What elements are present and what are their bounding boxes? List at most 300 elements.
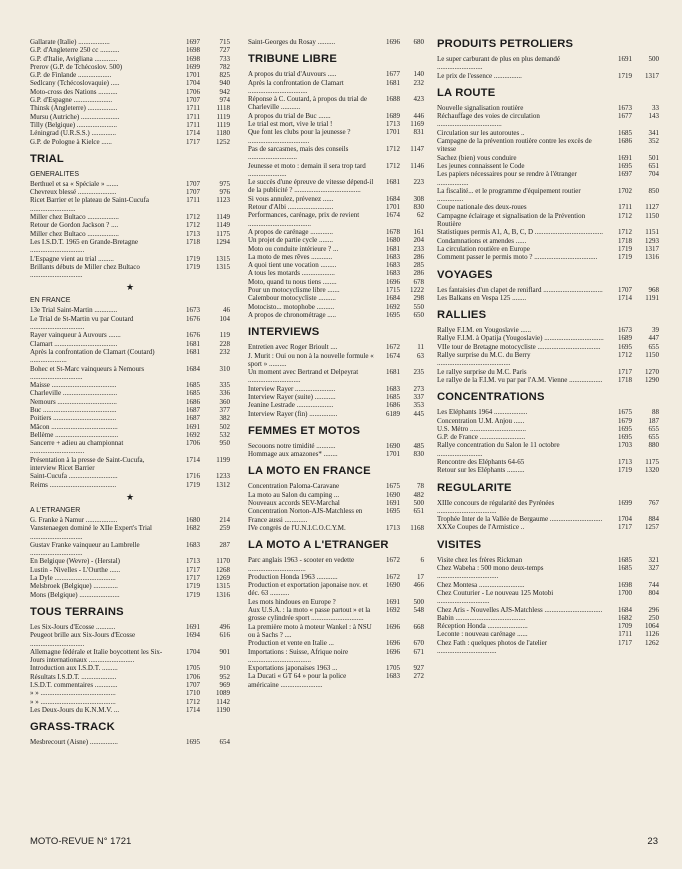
entry-title: Campagne éclairage et signalisation de la Prévention Routière [437, 211, 586, 229]
issue-number: 1701 [386, 203, 400, 212]
index-entry [437, 237, 659, 245]
entry-title: Condamnations et amendes ...... [437, 236, 527, 245]
entry-title: Babin ........................................ [437, 613, 526, 622]
issue-number: 1686 [618, 137, 632, 146]
page-ref: 161 [413, 227, 424, 236]
page-ref: 1150 [645, 211, 659, 220]
issue-number: 1701 [386, 450, 400, 459]
issue-number: 1683 [186, 540, 200, 549]
entry-title: Interview Rayer (suite) ............ [248, 392, 336, 401]
page-ref: 1127 [645, 203, 659, 212]
issue-number: 1684 [386, 194, 400, 203]
entry-title: La circulation routière en Europe [437, 244, 530, 253]
issue-number: 1680 [186, 515, 200, 524]
index-entry [248, 203, 424, 211]
page-ref: 1170 [216, 557, 230, 566]
issue-number: 1685 [186, 381, 200, 390]
page-ref: 228 [219, 339, 230, 348]
index-entry [437, 286, 659, 294]
entry-title: Réponse à C. Coutard, à propos du trial de Charleville ........... [248, 95, 367, 112]
page-ref: 733 [219, 54, 230, 63]
index-entry [30, 331, 230, 339]
issue-number: 1698 [618, 580, 632, 589]
page-ref: 445 [413, 409, 424, 418]
page-ref: 655 [648, 342, 659, 351]
entry-title: Léningrad (U.R.S.S.) .............. [30, 129, 116, 138]
page-ref: 671 [413, 647, 424, 656]
index-entry [248, 261, 424, 269]
page-ref: 727 [219, 46, 230, 55]
index-entry [30, 381, 230, 389]
index-entry [437, 55, 659, 72]
issue-number: 1717 [186, 574, 200, 583]
entry-title: Présentation à la presse de Saint-Cucufa, interview Ricet Barrier [30, 455, 145, 473]
entry-title: Si vous annulez, prévenez ...... [248, 194, 334, 203]
page-ref: 884 [648, 515, 659, 524]
page-ref: 1315 [216, 262, 230, 271]
entry-title: Les papiers nécessaires pour se rendre à l'étranger .................. [437, 170, 577, 187]
index-entry [30, 230, 230, 238]
index-entry [248, 278, 424, 286]
issue-number: 1719 [618, 466, 632, 475]
index-entry [248, 79, 424, 96]
issue-number: 1683 [386, 269, 400, 278]
page-ref: 33 [652, 103, 659, 112]
entry-title: Production Honda 1963 ............ [248, 572, 338, 581]
page-ref: 308 [413, 194, 424, 203]
issue-number: 1683 [386, 261, 400, 270]
issue-number: 1695 [618, 424, 632, 433]
index-entry [437, 334, 659, 342]
page-ref: 187 [648, 416, 659, 425]
entry-title: Chez Couturier - Le nouveau 125 Motobi .............................. [437, 588, 554, 606]
index-entry [248, 211, 424, 228]
index-column-right [437, 38, 659, 655]
entry-title: La Ducati « GT 64 » pour la police américaine ........................ [248, 672, 347, 689]
page-ref: 482 [413, 490, 424, 499]
issue-number: 1684 [386, 294, 400, 303]
page-ref: 1199 [216, 455, 230, 464]
page-ref: 1190 [216, 705, 230, 714]
issue-number: 1719 [186, 254, 200, 263]
entry-title: Peugeot brille aux Six-Jours d'Ecosse ............................... [30, 631, 136, 648]
issue-number: 1712 [618, 228, 632, 237]
index-entry [437, 515, 659, 523]
index-entry [30, 481, 230, 489]
page-ref: 321 [648, 555, 659, 564]
entry-title: Rallye F.I.M. à Opatija (Yougoslavie) .................................. [437, 334, 604, 343]
issue-number: 1695 [186, 738, 200, 747]
index-entry [30, 38, 230, 46]
index-entry [437, 556, 659, 564]
index-entry [30, 340, 230, 348]
index-column-left [30, 38, 230, 746]
index-entry [437, 589, 659, 606]
entry-title: Jeanine Lestrade ..................... [248, 401, 334, 410]
index-entry [248, 368, 424, 385]
issue-number: 1700 [618, 588, 632, 597]
index-entry [30, 414, 230, 422]
issue-number: 1719 [618, 253, 632, 262]
page-ref: 1252 [216, 137, 230, 146]
entry-title: Interview Rayer (fin) ................ [248, 409, 338, 418]
index-entry [30, 238, 230, 255]
entry-title: Le Trial de St-Martin vu par Coutard ............................... [30, 314, 134, 332]
index-entry [248, 236, 424, 244]
index-entry [437, 408, 659, 416]
page-ref: 1064 [645, 622, 659, 631]
index-entry [437, 564, 659, 581]
index-entry [30, 129, 230, 137]
section-heading: CONCENTRATIONS [437, 391, 545, 404]
entry-title: Gustav Franke vainqueur au Lambrelle .............................. [30, 540, 140, 558]
page-ref: 830 [413, 450, 424, 459]
page-ref: 1175 [645, 457, 659, 466]
page-ref: 782 [219, 62, 230, 71]
page-ref: 831 [413, 128, 424, 137]
issue-number: 1672 [386, 572, 400, 581]
page-ref: 500 [413, 499, 424, 508]
index-entry [248, 606, 424, 623]
index-entry [30, 591, 230, 599]
entry-title: La première moto à moteur Wankel : à NSU ou à Sachs ? .... [248, 622, 372, 639]
entry-title: Rayer vainqueur à Auvours ....... [30, 331, 121, 340]
entry-title: Concentration Paloma-Caravane [248, 482, 340, 491]
index-entry [248, 450, 424, 458]
page-ref: 942 [219, 87, 230, 96]
index-entry [30, 263, 230, 280]
page-ref: 940 [219, 79, 230, 88]
page-ref: 496 [219, 622, 230, 631]
page-ref: 223 [413, 178, 424, 187]
entry-title: Motocisto... motophobe .......... [248, 302, 335, 311]
entry-title: Prerov (G.P. de Tchécoslov. 500) [30, 62, 123, 71]
issue-number: 1675 [618, 408, 632, 417]
page-ref: 1175 [216, 229, 230, 238]
issue-number: 1681 [386, 78, 400, 87]
issue-number: 1681 [386, 178, 400, 187]
issue-number: 1685 [386, 392, 400, 401]
index-entry [30, 88, 230, 96]
index-entry [437, 417, 659, 425]
index-entry [30, 631, 230, 648]
entry-title: Production et exportation japonaise nov. et déc. 63 ........... [248, 581, 368, 598]
index-entry [248, 556, 424, 573]
issue-number: 1686 [386, 401, 400, 410]
issue-number: 1695 [386, 310, 400, 319]
entry-title: Le succès d'une épreuve de vitesse dépend-il de la publicité ? ...................................... [248, 178, 374, 195]
page-ref: 11 [417, 343, 424, 352]
page-ref: 104 [219, 314, 230, 323]
entry-title: Nouveaux accords SEV-Marchal [248, 499, 340, 508]
issue-number: 1691 [386, 597, 400, 606]
page-ref: 655 [648, 433, 659, 442]
page-ref: 360 [219, 397, 230, 406]
page-ref: 655 [648, 424, 659, 433]
issue-number: 1689 [618, 334, 632, 343]
index-entry [437, 112, 659, 129]
page-ref: 804 [648, 588, 659, 597]
page-ref: 1123 [216, 196, 230, 205]
page-ref: 298 [413, 294, 424, 303]
index-entry [30, 524, 230, 541]
index-entry [437, 433, 659, 441]
entry-title: Le trial est mort, vive le trial ! [248, 120, 333, 129]
section-heading: TOUS TERRAINS [30, 605, 124, 618]
issue-number: 1691 [186, 422, 200, 431]
entry-title: Moto-cross des Nations ........... [30, 87, 118, 96]
entry-title: G.P. de Finlande ................... [30, 71, 112, 80]
issue-number: 1696 [386, 647, 400, 656]
index-entry [30, 180, 230, 188]
index-entry [437, 129, 659, 137]
page-ref: 704 [648, 170, 659, 179]
page-ref: 1142 [216, 697, 230, 706]
issue-number: 1717 [618, 367, 632, 376]
issue-number: 1681 [186, 339, 200, 348]
page-ref: 1312 [216, 480, 230, 489]
issue-number: 1706 [186, 439, 200, 448]
index-entry [437, 154, 659, 162]
issue-number: 1719 [186, 582, 200, 591]
page-ref: 352 [648, 137, 659, 146]
issue-number: 1705 [186, 664, 200, 673]
index-entry [248, 245, 424, 253]
entry-title: Sedlcany (Tchécoslovaquie) ..... [30, 79, 120, 88]
index-entry [30, 456, 230, 473]
index-entry [437, 376, 659, 384]
entry-title: Sancerre + adieu au championnat ............................... [30, 439, 124, 456]
page-ref: 232 [413, 78, 424, 87]
page-ref: 1269 [216, 574, 230, 583]
page-ref: 259 [219, 524, 230, 533]
issue-number: 1712 [186, 213, 200, 222]
entry-title: A propos de chronométrage ..... [248, 310, 337, 319]
index-entry [437, 499, 659, 516]
entry-title: Après la confrontation de Clamart (Coutard) ..................... [30, 347, 155, 365]
issue-number: 1710 [186, 689, 200, 698]
page-ref: 975 [219, 179, 230, 188]
entry-title: Reims ...................................... [30, 480, 117, 489]
issue-number: 1713 [386, 523, 400, 532]
entry-title: Hommage aux amazones* ........ [248, 450, 338, 459]
issue-number: 1692 [386, 302, 400, 311]
issue-number: 1709 [618, 622, 632, 631]
entry-title: La moto au Salon du camping ... [248, 490, 340, 499]
issue-number: 1690 [386, 490, 400, 499]
index-entry [30, 79, 230, 87]
issue-number: 1678 [386, 227, 400, 236]
section-heading: LA ROUTE [437, 86, 496, 99]
issue-number: 1712 [386, 161, 400, 170]
page-ref: 233 [413, 244, 424, 253]
page-ref: 446 [413, 111, 424, 120]
entry-title: Les Deux-Jours du K.N.M.V. ... [30, 705, 120, 714]
issue-number: 1712 [618, 351, 632, 360]
entry-title: Aux U.S.A. : la moto « passe partout » et la grosse cylindrée sport .............................. [248, 606, 371, 623]
entry-title: Parc anglais 1963 - scooter en vedette ................................. [248, 556, 355, 573]
page-ref: 232 [219, 347, 230, 356]
issue-number: 1701 [186, 71, 200, 80]
entry-title: Réception Honda ....................... [437, 622, 528, 631]
page-ref: 927 [413, 664, 424, 673]
entry-title: Maisse ..................................... [30, 381, 117, 390]
index-entry [248, 623, 424, 640]
entry-title: VIIe tour de Bretagne motocycliste .................................... [437, 342, 601, 351]
entry-title: Trophée Inter de la Vallée de Bergaume .............................. [437, 515, 603, 524]
issue-number: 1707 [186, 188, 200, 197]
index-entry [248, 598, 424, 606]
page-ref: 287 [219, 540, 230, 549]
page-ref: 6 [420, 556, 424, 565]
issue-number: 1685 [618, 555, 632, 564]
section-heading: REGULARITE [437, 481, 512, 494]
index-entry [437, 294, 659, 302]
index-entry [437, 326, 659, 334]
index-entry [30, 138, 230, 146]
index-entry [30, 738, 230, 746]
index-entry [437, 245, 659, 253]
entry-title: Production et vente en Italie ... [248, 639, 334, 648]
issue-number: 1719 [186, 590, 200, 599]
issue-number: 1692 [386, 606, 400, 615]
page-ref: 550 [413, 302, 424, 311]
entry-title: Retour de Gordon Jackson ? .... [30, 221, 119, 230]
entry-title: » » ........................................... [30, 689, 116, 698]
issue-number: 1674 [386, 211, 400, 220]
issue-number: 1696 [386, 639, 400, 648]
index-entry [248, 664, 424, 672]
page-ref: 910 [219, 664, 230, 673]
issue-number: 1696 [386, 622, 400, 631]
page-ref: 974 [219, 96, 230, 105]
entry-title: L'Espagne vient au trial ......... [30, 254, 114, 263]
page-ref: 447 [648, 334, 659, 343]
issue-number: 1695 [386, 507, 400, 516]
page-ref: 1257 [645, 523, 659, 532]
page-ref: 382 [219, 414, 230, 423]
issue-number: 1712 [186, 697, 200, 706]
entry-title: Réchauffage des voies de circulation ..................................... [437, 112, 540, 129]
index-entry [30, 63, 230, 71]
index-entry [30, 121, 230, 129]
issue-number: 1695 [618, 161, 632, 170]
page-ref: 850 [648, 186, 659, 195]
page-ref: 485 [413, 441, 424, 450]
issue-number: 1719 [618, 71, 632, 80]
issue-number: 1682 [186, 524, 200, 533]
index-entry [30, 648, 230, 665]
issue-number: 1704 [186, 647, 200, 656]
issue-number: 1702 [618, 186, 632, 195]
index-entry [437, 441, 659, 458]
index-entry [30, 681, 230, 689]
index-entry [30, 541, 230, 558]
issue-number: 1690 [386, 441, 400, 450]
issue-number: 1694 [186, 631, 200, 640]
index-entry [30, 213, 230, 221]
issue-number: 1707 [186, 681, 200, 689]
entry-title: A propos de carénage ............. [248, 227, 333, 236]
page-ref: 654 [219, 738, 230, 747]
page-ref: 88 [652, 408, 659, 417]
page-ref: 1089 [216, 689, 230, 698]
entry-title: G.P. d'Angleterre 250 cc ........... [30, 46, 120, 55]
index-entry [248, 70, 424, 78]
page-ref: 1316 [216, 590, 230, 599]
entry-title: Statistiques permis A1, A, B, C, D ....................................... [437, 228, 604, 237]
index-entry [30, 96, 230, 104]
page-ref: 1168 [410, 523, 424, 532]
page-ref: 1233 [216, 472, 230, 481]
index-entry [437, 104, 659, 112]
issue-number: 1714 [186, 705, 200, 714]
index-entry [437, 425, 659, 433]
page-ref: 1290 [645, 375, 659, 384]
issue-number: 1699 [186, 62, 200, 71]
page-ref: 1147 [410, 144, 424, 153]
entry-title: Que font les clubs pour la jeunesse ? ................................... [248, 128, 351, 145]
issue-number: 1697 [618, 170, 632, 179]
issue-number: 1677 [618, 112, 632, 121]
issue-number: 1696 [386, 38, 400, 46]
issue-number: 1718 [618, 236, 632, 245]
issue-number: 1711 [186, 112, 200, 121]
entry-title: Un projet de partie cycle ........ [248, 236, 333, 245]
issue-number: 1713 [186, 557, 200, 566]
index-entry [30, 406, 230, 414]
section-heading: VOYAGES [437, 268, 493, 281]
entry-title: Rallye concentration du Salon le 11 octobre .......................... [437, 441, 560, 458]
page-ref: 1317 [645, 71, 659, 80]
page-ref: 1268 [216, 565, 230, 574]
index-entry [30, 689, 230, 697]
issue-number: 1711 [186, 120, 200, 129]
page-ref: 423 [413, 95, 424, 104]
index-entry [437, 614, 659, 622]
issue-number: 1718 [186, 237, 200, 246]
entry-title: Thinsk (Angleterre) ................. [30, 104, 118, 113]
index-entry [248, 294, 424, 302]
index-entry [248, 38, 424, 46]
issue-number: 1683 [386, 384, 400, 393]
entry-title: Campagne de la prévention routière contre les excès de vitesse [437, 137, 592, 154]
issue-number: 1719 [186, 480, 200, 489]
page-ref: 1262 [645, 638, 659, 647]
entry-title: Moto, quand tu nous tiens ........ [248, 277, 337, 286]
issue-number: 1717 [618, 638, 632, 647]
entry-title: En Belgique (Wevre) - (Herstal) [30, 557, 121, 566]
index-entry [248, 524, 424, 532]
issue-number: 1704 [618, 515, 632, 524]
page-ref: 1316 [645, 253, 659, 262]
page-ref: 78 [417, 482, 424, 491]
entry-title: Les Six-Jours d'Ecosse ........... [30, 622, 116, 631]
page-ref: 250 [648, 613, 659, 622]
issue-number: 1684 [186, 364, 200, 373]
issue-number: 1681 [386, 244, 400, 253]
entry-title: A propos du trial d'Auvours ..... [248, 70, 337, 79]
index-entry [30, 516, 230, 524]
page-ref: 1146 [410, 161, 424, 170]
page-ref: 377 [219, 405, 230, 414]
issue-number: 1701 [386, 128, 400, 137]
entry-title: Nouvelle signalisation routière [437, 103, 524, 112]
index-entry [30, 104, 230, 112]
index-entry [30, 46, 230, 54]
entry-title: Le rallye surprise du M.C. Paris [437, 367, 527, 376]
index-entry [248, 286, 424, 294]
